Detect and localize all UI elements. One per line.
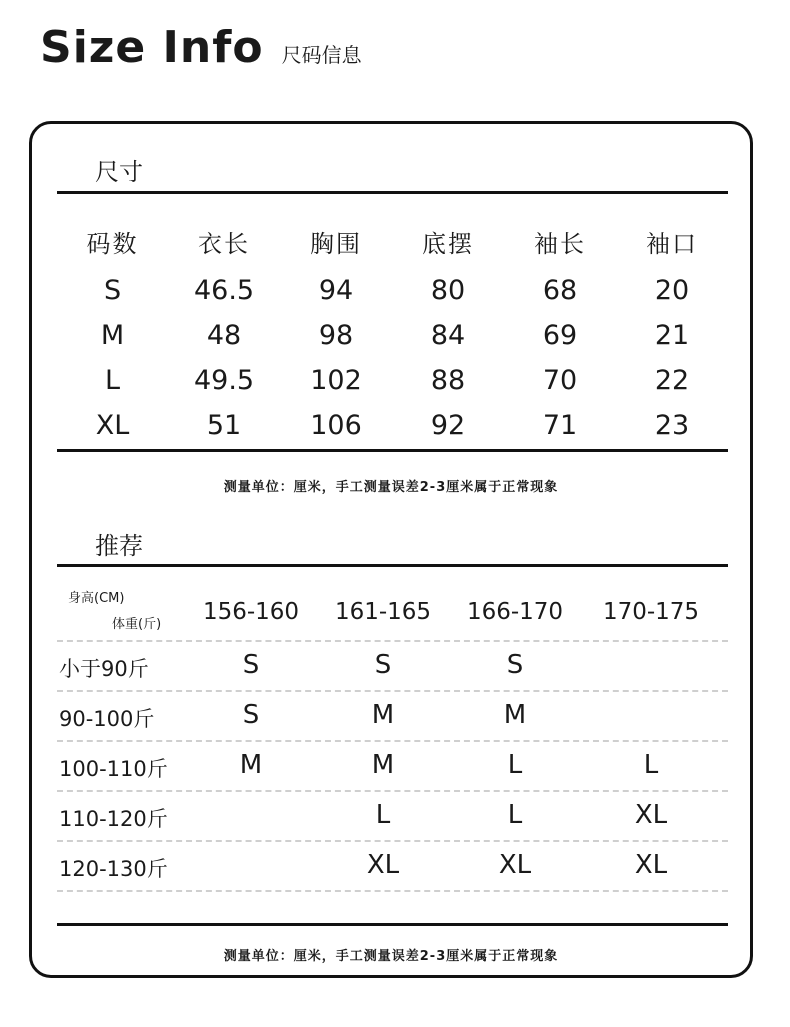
table-row [57,692,728,742]
column-header: 胸围 [310,229,363,258]
recommend-table-bottom-rule [57,923,728,926]
table-cell: 92 [430,410,466,441]
column-header: 底摆 [422,229,475,258]
table-cell: 69 [542,320,578,351]
table-row [57,842,728,892]
table-cell: XL [95,410,130,441]
table-cell: 106 [310,410,362,441]
table-cell: 88 [430,365,466,396]
table-cell: S [242,700,260,730]
table-cell: M [503,700,527,730]
weight-label: 90-100斤 [59,707,155,731]
recommend-table-header [57,567,728,642]
table-cell: M [371,700,395,730]
table-cell: 23 [654,410,690,441]
weight-label: 100-110斤 [59,757,168,781]
column-header: 衣长 [198,229,251,258]
size-table [57,214,728,448]
weight-label: 110-120斤 [59,807,168,831]
weight-axis-label: 体重(斤) [112,617,162,632]
table-cell: L [375,800,391,830]
column-header: 袖口 [646,229,699,258]
table-cell: 22 [654,365,690,396]
table-cell: 98 [318,320,354,351]
measurement-note: 测量单位：厘米，手工测量误差2-3厘米属于正常现象 [223,480,559,495]
measurement-note: 测量单位：厘米，手工测量误差2-3厘米属于正常现象 [223,949,559,964]
table-cell: 102 [310,365,362,396]
page-subtitle: 尺码信息 [281,43,362,67]
recommend-section-title: 推荐 [95,532,143,560]
table-cell: 71 [542,410,578,441]
table-cell: L [507,750,523,780]
size-table-bottom-rule [57,449,728,452]
table-cell: 48 [206,320,242,351]
column-header: 166-170 [466,599,564,625]
table-cell: L [643,750,659,780]
table-row [57,403,728,448]
column-header: 170-175 [602,599,700,625]
table-cell: 70 [542,365,578,396]
table-row [57,792,728,842]
table-cell: XL [634,850,668,880]
column-header: 161-165 [334,599,432,625]
column-header: 156-160 [202,599,300,625]
column-header: 码数 [86,229,139,258]
table-cell: XL [634,800,668,830]
column-header: 袖长 [534,229,587,258]
size-table-top-rule [57,191,728,194]
table-cell: 49.5 [193,365,255,396]
weight-label: 120-130斤 [59,857,168,881]
table-cell: 84 [430,320,466,351]
page-header [40,22,362,73]
table-cell: S [506,650,524,680]
size-section-title: 尺寸 [95,158,143,186]
table-cell: L [507,800,523,830]
size-table-header [57,214,728,268]
table-cell: 20 [654,275,690,306]
table-row [57,642,728,692]
recommend-table [57,567,728,892]
table-row [57,358,728,403]
weight-label: 小于90斤 [59,657,149,681]
table-row [57,742,728,792]
table-cell: XL [498,850,532,880]
page-title: Size Info [40,22,264,73]
table-cell: S [374,650,392,680]
table-cell: 68 [542,275,578,306]
height-axis-label: 身高(CM) [68,591,125,606]
table-row [57,268,728,313]
table-cell: S [242,650,260,680]
table-cell: 94 [318,275,354,306]
table-cell: XL [366,850,400,880]
table-cell: 51 [206,410,242,441]
table-cell: M [239,750,263,780]
table-cell: 21 [654,320,690,351]
table-row [57,313,728,358]
table-cell: 80 [430,275,466,306]
size-info-card [29,121,753,978]
table-cell: 46.5 [193,275,255,306]
table-cell: M [371,750,395,780]
table-cell: S [103,275,122,306]
table-cell: L [104,365,121,396]
table-cell: M [100,320,125,351]
